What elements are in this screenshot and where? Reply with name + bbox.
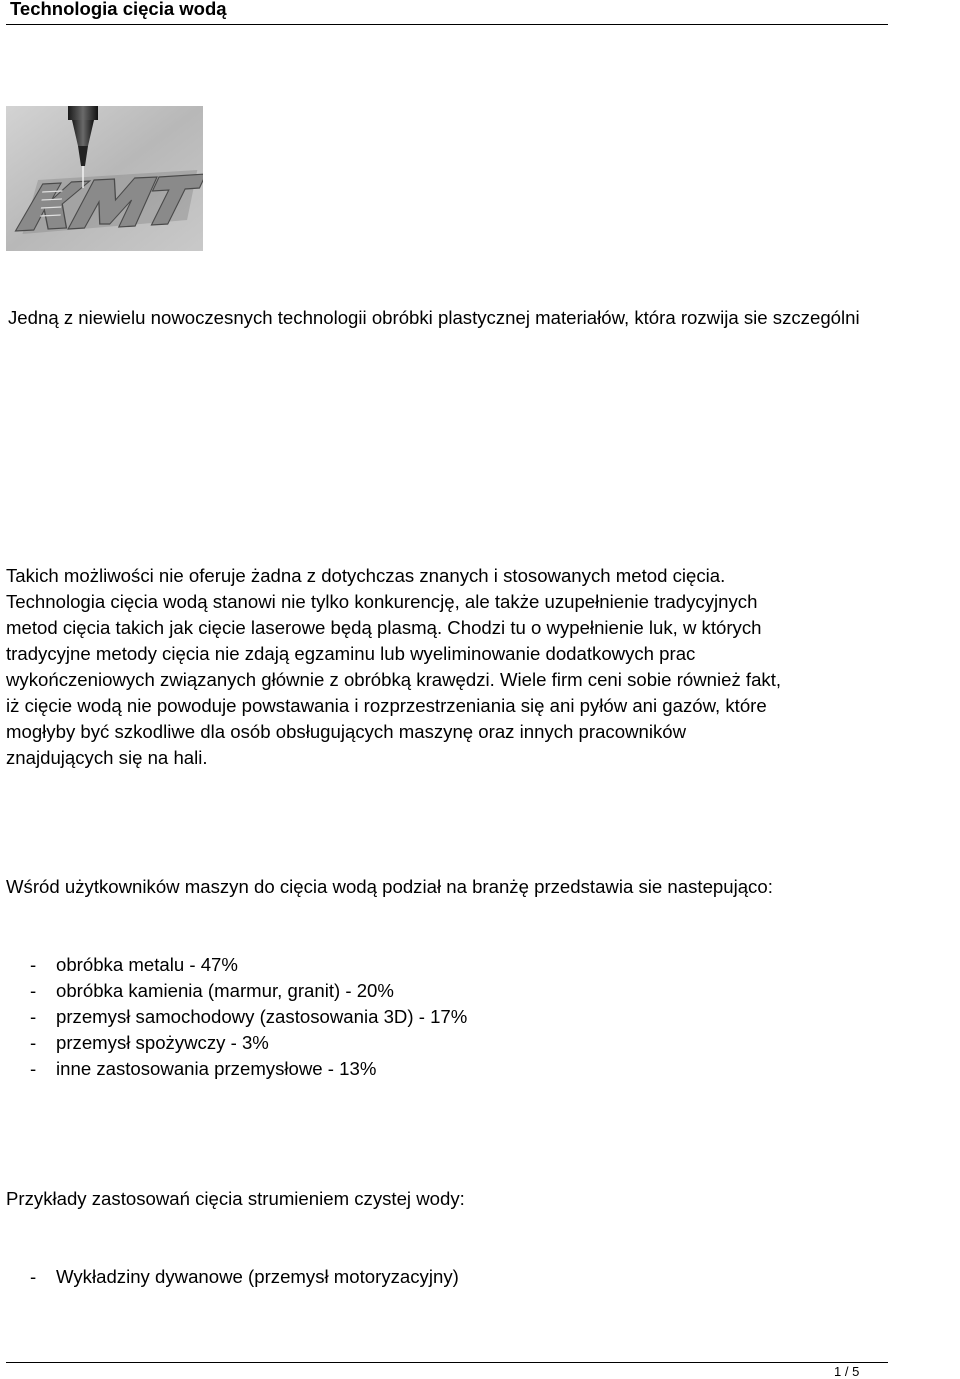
page-header (6, 0, 888, 25)
examples-list (30, 1264, 459, 1290)
list-item-text: przemysł samochodowy (zastosowania 3D) - 17% (56, 1006, 468, 1027)
list-item-text: obróbka metalu - 47% (56, 954, 238, 975)
list-dash: - (30, 980, 37, 1001)
list-dash: - (30, 1006, 37, 1027)
page-title: Technologia cięcia wodą (10, 0, 227, 19)
list-item (30, 1056, 467, 1082)
paragraph-line: Technologia cięcia wodą stanowi nie tylko konkurencję, ale także uzupełnienie tradycyjnych (6, 591, 758, 612)
paragraph-line: iż cięcie wodą nie powoduje powstawania i rozprzestrzeniania się ani pyłów ani gazów, które (6, 695, 767, 716)
kmt-logo-image (6, 106, 203, 251)
examples-intro-text: Przykłady zastosowań cięcia strumieniem czystej wody: (6, 1188, 465, 1209)
users-intro-text: Wśród użytkowników maszyn do cięcia wodą podział na branżę przedstawia sie nastepująco: (6, 876, 773, 897)
intro-text: Jedną z niewielu nowoczesnych technologii obróbki plastycznej materiałów, która rozwija sie szczególni (8, 307, 860, 328)
list-item-text: inne zastosowania przemysłowe - 13% (56, 1058, 377, 1079)
list-dash: - (30, 1266, 37, 1287)
list-item (30, 978, 467, 1004)
list-item (30, 1030, 467, 1056)
industry-share-list (30, 952, 467, 1082)
list-item (30, 1264, 459, 1290)
list-dash: - (30, 1032, 37, 1053)
page-number: 1 / 5 (834, 1364, 860, 1379)
list-item-text: Wykładziny dywanowe (przemysł motoryzacyjny) (56, 1266, 459, 1287)
list-item-text: obróbka kamienia (marmur, granit) - 20% (56, 980, 394, 1001)
paragraph-line: tradycyjne metody cięcia nie zdają egzaminu lub wyeliminowanie dodatkowych prac (6, 643, 696, 664)
list-item (30, 1004, 467, 1030)
paragraph-line: Takich możliwości nie oferuje żadna z dotychczas znanych i stosowanych metod cięcia. (6, 565, 726, 586)
paragraph-line: metod cięcia takich jak cięcie laserowe będą plasmą. Chodzi tu o wypełnienie luk, w których (6, 617, 762, 638)
paragraph-line: znajdujących się na hali. (6, 747, 208, 768)
list-item-text: przemysł spożywczy - 3% (56, 1032, 269, 1053)
list-item (30, 952, 467, 978)
description-paragraph (6, 563, 886, 771)
paragraph-line: mogłyby być szkodliwe dla osób obsługujących maszynę oraz innych pracowników (6, 721, 687, 742)
footer-divider (6, 1362, 888, 1363)
list-dash: - (30, 1058, 37, 1079)
list-dash: - (30, 954, 37, 975)
paragraph-line: wykończeniowych związanych głównie z obróbką krawędzi. Wiele firm ceni sobie również fakt, (6, 669, 782, 690)
